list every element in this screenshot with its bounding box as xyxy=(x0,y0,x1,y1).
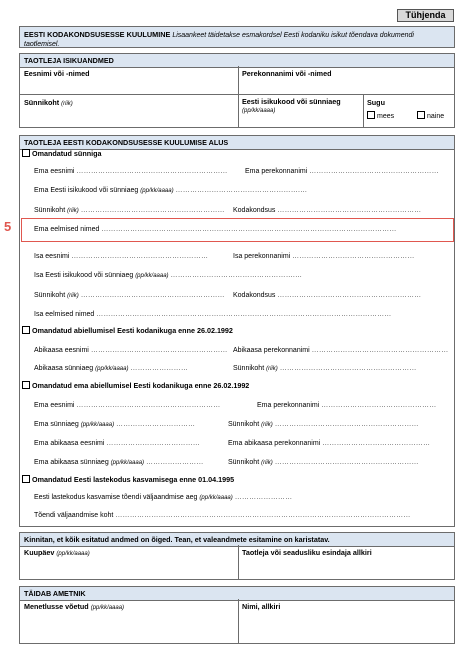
reset-button[interactable]: Tühjenda xyxy=(397,9,454,22)
official-box xyxy=(19,586,455,644)
confirm-header: Kinnitan, et kõik esitatud andmed on õiged. Tean, et valeandmete esitamine on karistatav. xyxy=(20,533,454,547)
form-subtitle: Lisaankeet täidetakse esmakordsel Eesti kodaniku isikut tõendava dokumendi taotlemisel. xyxy=(24,32,414,48)
signature-label: Taotleja või seadusliku esindaja allkiri xyxy=(242,548,372,557)
mother-first-row[interactable]: Ema eesnimi ……………………………………………………… xyxy=(34,168,228,175)
spouse-first-row[interactable]: Abikaasa eesnimi ………………………………………………… xyxy=(34,347,228,354)
mother-last-row[interactable]: Ema perekonnanimi ……………………………………………… xyxy=(245,168,439,175)
signature-field[interactable] xyxy=(242,557,452,577)
sex-female-option[interactable]: naine xyxy=(417,111,444,120)
intro-box xyxy=(19,26,455,48)
male-checkbox[interactable] xyxy=(367,111,375,119)
child-cert-row[interactable]: Eesti lastekodus kasvamise tõendi väljaandmise aeg (pp/kk/aaaa) …………………… xyxy=(34,494,293,501)
marriage-checkbox[interactable] xyxy=(22,326,30,334)
sex-male-option[interactable]: mees xyxy=(367,111,394,120)
birthplace-label: Sünnikoht (riik) xyxy=(24,98,73,107)
first-names-field[interactable] xyxy=(24,78,234,92)
confirm-date-field[interactable] xyxy=(24,557,234,577)
last-names-field[interactable] xyxy=(242,78,452,92)
father-citizenship-row[interactable]: Kodakondsus …………………………………………………… xyxy=(233,292,422,299)
mm-mother-first-row[interactable]: Ema eesnimi …………………………………………………… xyxy=(34,402,221,409)
applicant-header: TAOTLEJA ISIKUANDMED xyxy=(20,54,454,68)
birth-option[interactable]: Omandatud sünniga xyxy=(22,149,101,158)
female-checkbox[interactable] xyxy=(417,111,425,119)
mother-birthplace-row[interactable]: Sünnikoht (riik) …………………………………………………… xyxy=(34,207,225,214)
father-birthplace-row[interactable]: Sünnikoht (riik) …………………………………………………… xyxy=(34,292,225,299)
child-issuer-row[interactable]: Tõendi väljaandmise koht …………………………………………………………………………………………………………… xyxy=(34,512,411,519)
mother-citizenship-row[interactable]: Kodakondsus …………………………………………………… xyxy=(233,207,422,214)
childrens-home-option[interactable]: Omandatud Eesti lastekodus kasvamisega enne 01.04.1995 xyxy=(22,475,234,484)
first-names-label: Eesnimi või -nimed xyxy=(24,69,90,78)
mother-former-row[interactable]: Ema eelmised nimed …………………………………………………………………………………………………………… xyxy=(34,226,397,233)
birth-checkbox[interactable] xyxy=(22,149,30,157)
father-id-row[interactable]: Isa Eesti isikukood või sünniaeg (pp/kk/aaaa) …………………………………………….… xyxy=(34,272,303,279)
applicant-box xyxy=(19,53,455,128)
mm-spouse-birth-row[interactable]: Ema abikaasa sünniaeg (pp/kk/aaaa) …………………… xyxy=(34,459,204,466)
mm-mother-last-row[interactable]: Ema perekonnanimi ………………………………………… xyxy=(257,402,437,409)
mm-mother-birth-row[interactable]: Ema sünniaeg (pp/kk/aaaa) …………………………… xyxy=(34,421,196,428)
sex-label: Sugu xyxy=(367,98,385,107)
father-first-row[interactable]: Isa eesnimi ………………………………………………… xyxy=(34,253,209,260)
birthplace-field[interactable] xyxy=(24,107,234,125)
form-title: EESTI KODAKONDSUSESSE KUULUMINE xyxy=(24,30,171,39)
confirm-box xyxy=(19,532,455,580)
father-last-row[interactable]: Isa perekonnanimi …………………………………………… xyxy=(233,253,415,260)
mm-spouse-first-row[interactable]: Ema abikaasa eesnimi ………………………………… xyxy=(34,440,200,447)
mother-id-row[interactable]: Ema Eesti isikukood või sünniaeg (pp/kk/aaaa) …………………………………………….… xyxy=(34,187,308,194)
spouse-birthplace-row[interactable]: Sünnikoht (riik) ………………………………………………… xyxy=(233,365,417,372)
step-marker: 5 xyxy=(4,219,12,234)
official-name-label: Nimi, allkiri xyxy=(242,602,281,611)
mother-marriage-option[interactable]: Omandatud ema abiellumisel Eesti kodanikuga enne 26.02.1992 xyxy=(22,381,249,390)
confirm-date-label: Kuupäev (pp/kk/aaaa) xyxy=(24,548,90,557)
spouse-last-row[interactable]: Abikaasa perekonnanimi ………………………………………………… xyxy=(233,347,449,354)
spouse-birth-row[interactable]: Abikaasa sünniaeg (pp/kk/aaaa) …………………… xyxy=(34,365,189,372)
basis-header: TAOTLEJA EESTI KODAKONDSUSESSE KUULUMISE ALUS xyxy=(20,136,454,150)
childrens-home-checkbox[interactable] xyxy=(22,475,30,483)
mm-spouse-last-row[interactable]: Ema abikaasa perekonnanimi ……………………………………… xyxy=(228,440,431,447)
official-header: TÄIDAB AMETNIK xyxy=(20,587,454,601)
father-former-row[interactable]: Isa eelmised nimed …………………………………………………………………………………………………………… xyxy=(34,311,392,318)
mm-spouse-birthplace-row[interactable]: Sünnikoht (riik) …………………………………………………… xyxy=(228,459,419,466)
mm-mother-birthplace-row[interactable]: Sünnikoht (riik) …………………………………………………… xyxy=(228,421,419,428)
last-names-label: Perekonnanimi või -nimed xyxy=(242,69,332,78)
marriage-option[interactable]: Omandatud abiellumisel Eesti kodanikuga enne 26.02.1992 xyxy=(22,326,233,335)
mother-marriage-checkbox[interactable] xyxy=(22,381,30,389)
accepted-label: Menetlusse võetud (pp/kk/aaaa) xyxy=(24,602,125,611)
id-code-label: Eesti isikukood või sünniaeg (pp/kk/aaaa) xyxy=(242,97,341,114)
